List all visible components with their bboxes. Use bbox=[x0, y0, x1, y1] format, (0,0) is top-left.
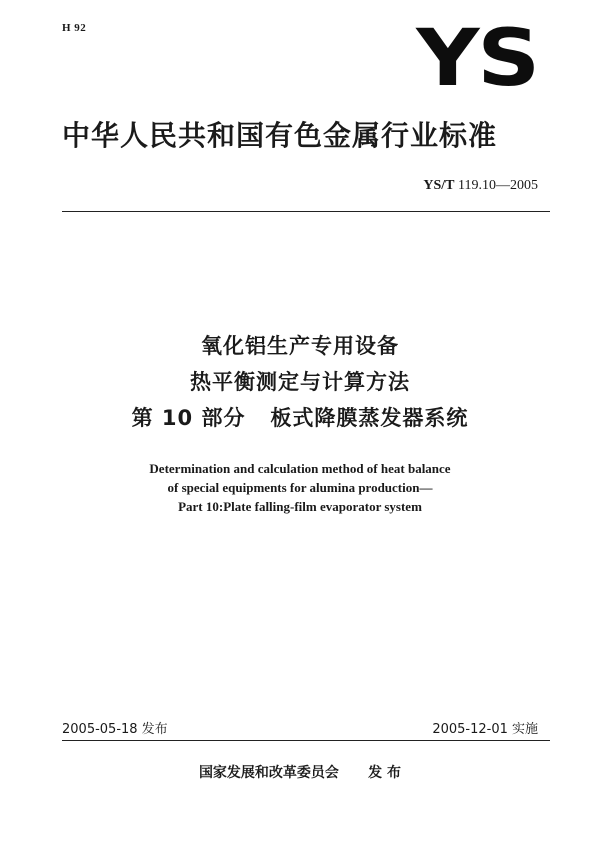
cn-title-line-2: 热平衡测定与计算方法 bbox=[190, 370, 410, 394]
issuing-authority: 国家发展和改革委员会 发 布 bbox=[198, 765, 402, 781]
bottom-divider bbox=[62, 740, 550, 741]
en-title-line-1: Determination and calculation method of heat balance bbox=[149, 461, 451, 476]
en-title-line-2: of special equipments for alumina production— bbox=[167, 480, 433, 495]
industry-standard-title: 中华人民共和国有色金属行业标准 bbox=[62, 119, 498, 152]
cn-title-line-3: 第 10 部分 板式降膜蒸发器系统 bbox=[131, 406, 469, 430]
top-divider bbox=[62, 211, 550, 212]
implementation-date: 2005-12-01 实施 bbox=[432, 722, 538, 737]
ys-logo: YS bbox=[416, 14, 538, 104]
standard-number bbox=[423, 178, 538, 194]
cn-title-line-1: 氧化铝生产专用设备 bbox=[201, 334, 399, 358]
classification-code: H 92 bbox=[62, 22, 87, 34]
en-title-line-3: Part 10:Plate falling-film evaporator system bbox=[178, 499, 422, 514]
standard-number-value: 119.10—2005 bbox=[454, 178, 538, 193]
issue-date: 2005-05-18 发布 bbox=[62, 722, 168, 737]
standard-code: YS/T bbox=[423, 178, 455, 193]
